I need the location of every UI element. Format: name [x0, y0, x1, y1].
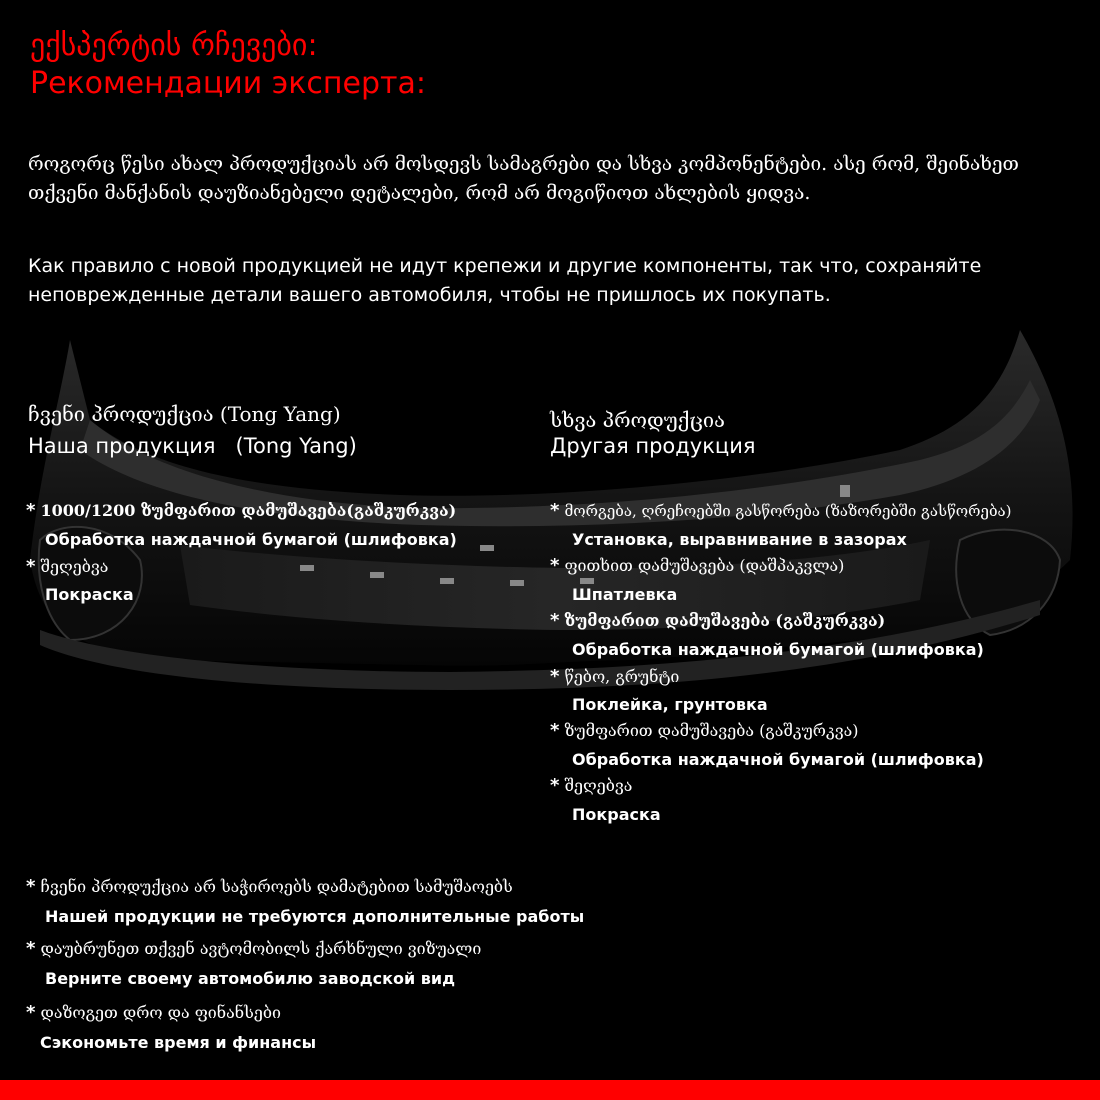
other-product-item-russian: Шпатлевка [572, 585, 678, 604]
other-product-item-georgian: ზუმფარით დამუშავება (გაშკურკვა) [564, 721, 859, 740]
benefit-item [26, 876, 513, 897]
benefit-item [26, 1002, 281, 1023]
other-product-item [550, 610, 885, 631]
other-product-item [550, 720, 859, 741]
other-product-item [550, 500, 1011, 521]
bullet-star: * [26, 556, 36, 577]
bullet-star: * [26, 938, 36, 959]
bullet-star: * [550, 500, 560, 521]
our-product-item-georgian: შეღებვა [40, 557, 109, 576]
bullet-star: * [26, 876, 36, 897]
bullet-star: * [550, 666, 560, 687]
benefit-russian: Верните своему автомобилю заводской вид [45, 969, 455, 988]
other-product-item-georgian: ფითხით დამუშავება (დაშპაკვლა) [564, 556, 845, 575]
other-product-heading-georgian: სხვა პროდუქცია [550, 408, 725, 432]
benefit-georgian: დაუბრუნეთ თქვენ ავტომობილს ქარხნული ვიზუალი [40, 939, 482, 958]
bottom-red-bar [0, 1080, 1100, 1100]
benefit-georgian: დაზოგეთ დრო და ფინანსები [40, 1003, 281, 1022]
other-product-item-russian: Покраска [572, 805, 661, 824]
other-product-item [550, 775, 632, 796]
title-russian: Рекомендации эксперта: [30, 66, 426, 101]
other-product-heading-russian: Другая продукция [550, 434, 756, 458]
other-product-item-georgian: ზუმფარით დამუშავება (გაშკურკვა) [564, 611, 886, 630]
other-product-item-georgian: მორგება, ღრეჩოებში გასწორება (ზაზორებში გასწორება) [564, 502, 1012, 520]
bullet-star: * [26, 1002, 36, 1023]
bullet-star: * [550, 610, 560, 631]
our-product-item-russian: Покраска [45, 585, 134, 604]
bullet-star: * [26, 500, 36, 521]
our-product-heading-georgian: ჩვენი პროდუქცია (Tong Yang) [28, 402, 341, 426]
other-product-item-georgian: შეღებვა [564, 776, 633, 795]
benefit-item [26, 938, 481, 959]
bullet-star: * [550, 720, 560, 741]
our-product-item-russian: Обработка наждачной бумагой (шлифовка) [45, 530, 457, 549]
title-georgian: ექსპერტის რჩევები: [30, 28, 318, 63]
our-product-item [26, 500, 456, 521]
other-product-item-georgian: წებო, გრუნტი [564, 667, 680, 686]
benefit-russian: Сэкономьте время и финансы [40, 1033, 317, 1052]
other-product-item-russian: Поклейка, грунтовка [572, 695, 768, 714]
other-product-item [550, 555, 844, 576]
bullet-star: * [550, 775, 560, 796]
benefit-russian: Нашей продукции не требуются дополнительные работы [45, 907, 585, 926]
our-product-item-georgian: 1000/1200 ზუმფარით დამუშავება(გაშკურკვა) [40, 501, 457, 520]
other-product-item-russian: Обработка наждачной бумагой (шлифовка) [572, 750, 984, 769]
intro-georgian: როგორც წესი ახალ პროდუქციას არ მოსდევს სამაგრები და სხვა კომპონენტები. ასე რომ, შეინახეთ თქვენი მანქანის დაუზიანებელი დეტალები, რომ არ მოგიწიოთ ახლების ყიდვა. [28, 153, 1019, 204]
bullet-star: * [550, 555, 560, 576]
other-product-item-russian: Обработка наждачной бумагой (шлифовка) [572, 640, 984, 659]
other-product-item [550, 666, 679, 687]
our-product-heading-russian: Наша продукция (Tong Yang) [28, 434, 357, 458]
intro-russian: Как правило с новой продукцией не идут крепежи и другие компоненты, так что, сохраняйте неповрежденные детали вашего автомобиля, чтобы не пришлось их покупать. [28, 255, 982, 306]
benefit-georgian: ჩვენი პროდუქცია არ საჭიროებს დამატებით სამუშაოებს [40, 877, 513, 896]
other-product-item-russian: Установка, выравнивание в зазорах [572, 530, 907, 549]
our-product-item [26, 556, 108, 577]
